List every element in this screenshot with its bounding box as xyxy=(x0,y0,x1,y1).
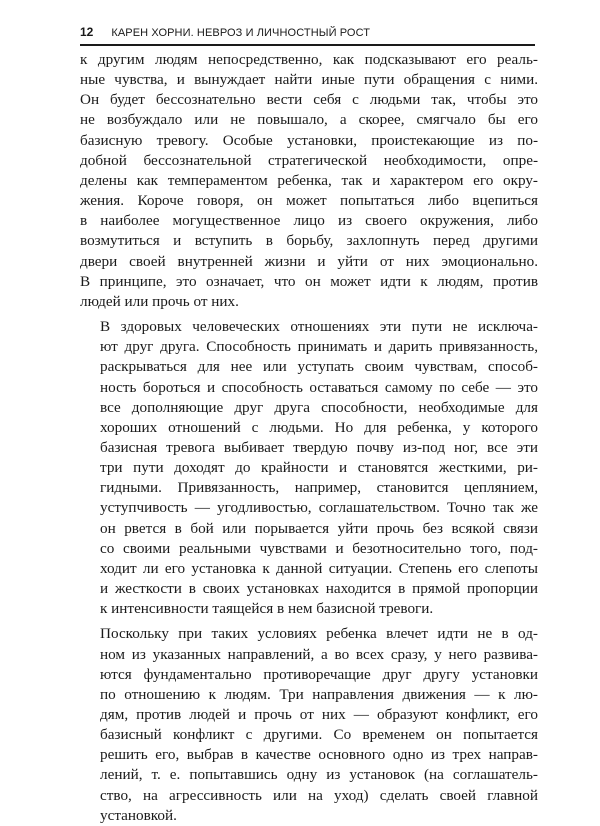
text-line: ство, на агрессивность или на уход) сделать своей главной xyxy=(100,786,538,804)
text-line: в наиболее могущественное лицо из своего окружения, либо xyxy=(80,212,538,230)
text-line: базисную тревогу. Особые установки, проистекающие из по- xyxy=(80,131,538,149)
running-title: КАРЕН ХОРНИ. НЕВРОЗ И ЛИЧНОСТНЫЙ РОСТ xyxy=(111,27,371,39)
text-line: Он будет бессознательно вести себя с людьми так, чтобы это xyxy=(80,91,538,109)
paragraph-3 xyxy=(80,624,538,826)
text-line: В здоровых человеческих отношениях эти пути не исключа- xyxy=(100,318,538,336)
text-line: решить его, выбрав в качестве основного одно из трех направ- xyxy=(100,746,538,764)
text-line: В принципе, это означает, что он может идти к людям, против xyxy=(80,272,538,290)
text-line: ются фундаментально противоречащие друг другу установки xyxy=(100,665,538,683)
text-line: возмутиться и вступить в борьбу, захлопнуть перед другими xyxy=(80,232,538,250)
text-line: установкой. xyxy=(100,806,177,824)
text-line: по отношению к людям. Три направления движения — к лю- xyxy=(100,685,538,703)
text-line: людей или прочь от них. xyxy=(80,292,239,310)
text-line: ют друг друга. Способность принимать и дарить привязанность, xyxy=(100,338,538,356)
text-line: базисный конфликт с другими. Со временем он попытается xyxy=(100,726,538,744)
text-line: он рвется в бой или порывается уйти прочь без всякой связи xyxy=(100,519,538,537)
text-line: к другим людям непосредственно, как подсказывают его реаль- xyxy=(80,51,538,68)
text-line: делены как темпераментом ребенка, так и характером его окру- xyxy=(80,171,538,189)
text-line: три пути доходят до крайности и становятся жесткими, ри- xyxy=(100,459,538,477)
text-line: жения. Короче говоря, он может попытаться либо вцепиться xyxy=(80,192,538,210)
paragraph-1 xyxy=(80,50,538,312)
text-line: и жесткости в своих установках находится в прямой пропорции xyxy=(100,580,538,598)
running-head xyxy=(80,25,370,45)
body-text xyxy=(80,50,538,826)
text-line: гидными. Привязанность, например, становится цеплянием, xyxy=(100,479,538,497)
text-line: базисная тревога выбивает твердую почву из-под ног, все эти xyxy=(100,438,538,456)
text-line: раскрываться для нее или уступать своим чувствам, способ- xyxy=(100,358,538,376)
page-number: 12 xyxy=(80,25,94,39)
text-line: хороших отношений с людьми. Но для ребенка, у которого xyxy=(100,418,538,436)
header-rule xyxy=(80,44,535,46)
text-line: все дополняющие друг друга способности, необходимые для xyxy=(100,398,538,416)
text-line: ность бороться и способность оставаться самому по себе — это xyxy=(100,378,538,396)
paragraph-2 xyxy=(80,317,538,619)
text-line: ные чувства, и вынуждает найти иные пути обращения с ними. xyxy=(80,71,538,89)
text-line: ном из указанных направлений, а во всех сразу, у него развива- xyxy=(100,645,538,663)
text-line: уступчивость — угодливостью, соглашательством. Точно так же xyxy=(100,499,538,517)
text-line: не возбуждало или не повышало, а скорее, смягчало бы его xyxy=(80,111,538,129)
text-line: добной бессознательной стратегической необходимости, опре- xyxy=(80,151,538,169)
text-line: двери своей внутренней жизни и уйти от них эмоционально. xyxy=(80,252,538,270)
text-line: со своими реальными чувствами и безотносительно того, под- xyxy=(100,539,538,557)
text-line: к интенсивности таящейся в нем базисной тревоги. xyxy=(100,600,434,618)
text-line: дям, против людей и прочь от них — образуют конфликт, его xyxy=(100,706,538,723)
text-line: Поскольку при таких условиях ребенка влечет идти не в од- xyxy=(100,625,538,643)
text-line: лений, т. е. попытавшись одну из установок (на соглашатель- xyxy=(100,766,538,784)
text-line: ходит ли его установка к данной ситуации. Степень его слепоты xyxy=(100,559,538,577)
